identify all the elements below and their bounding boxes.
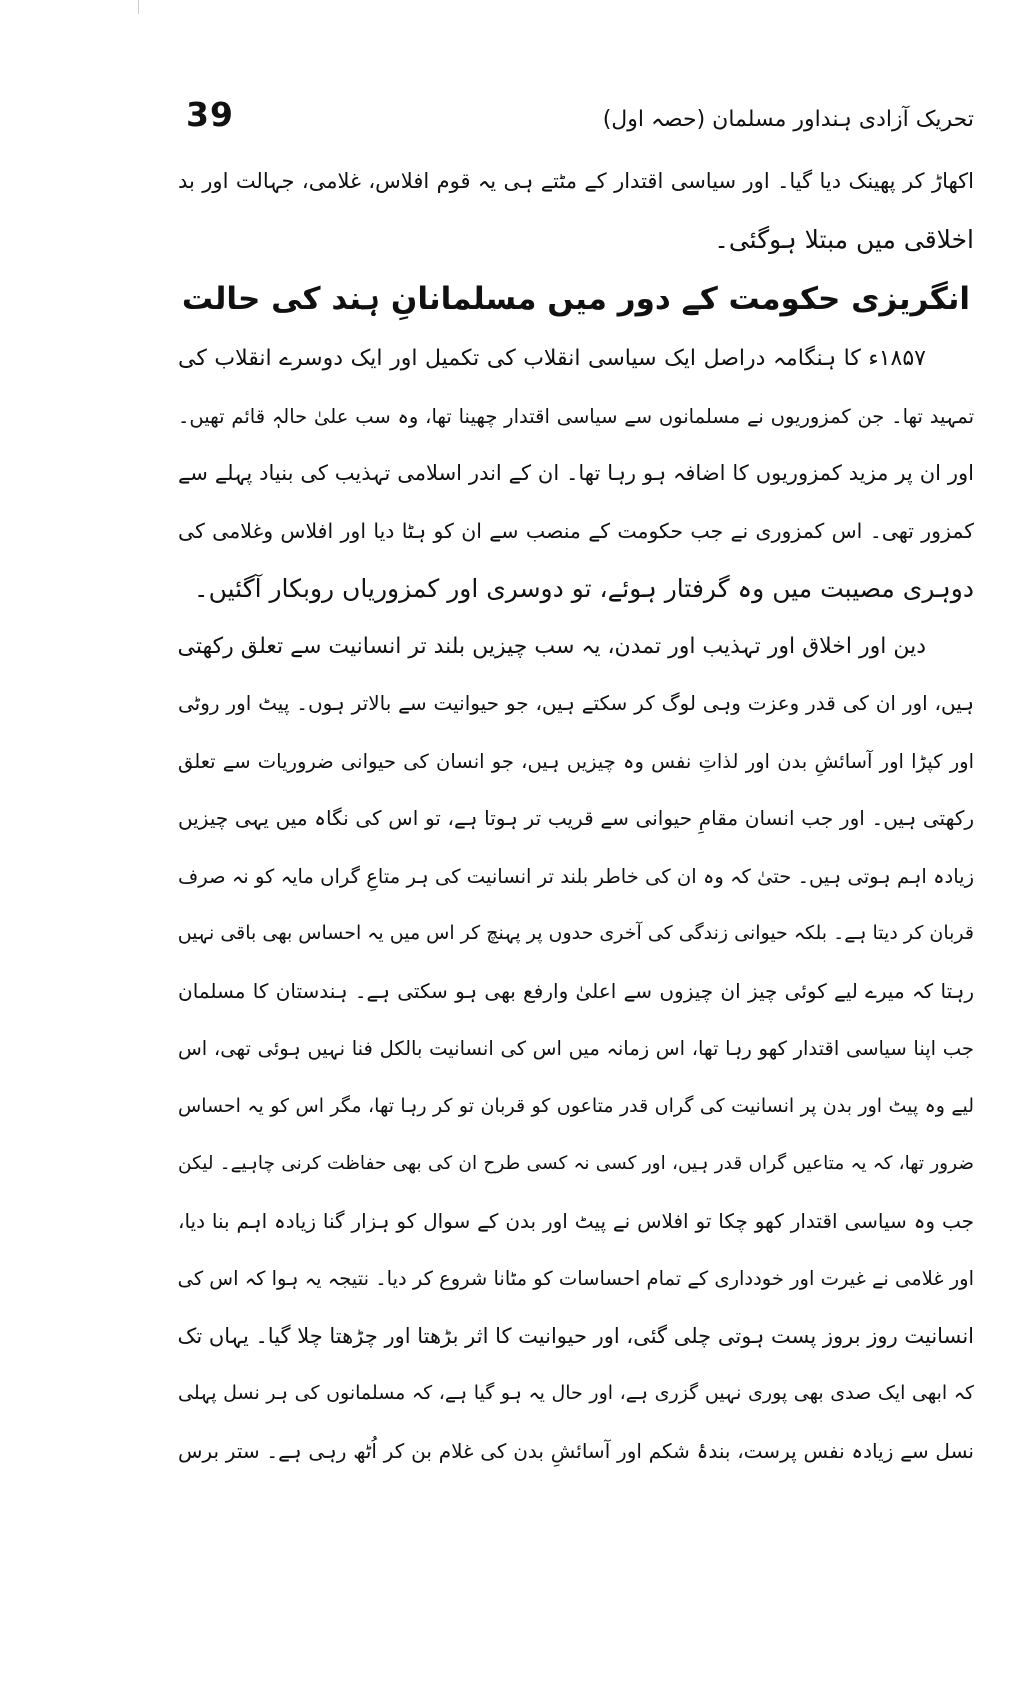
text-line: اخلاقی میں مبتلا ہوگئی۔: [714, 224, 974, 254]
text-line: کہ ابھی ایک صدی بھی پوری نہیں گزری ہے، اور حال یہ ہو گیا ہے، کہ مسلمانوں کی ہر نسل پہلی: [178, 1382, 974, 1404]
text-block-intro: [178, 153, 974, 268]
text-line: جب اپنا سیاسی اقتدار کھو رہا تھا، اس زمانہ میں اس کی انسانیت بالکل فنا نہیں ہوئی تھی، اس: [178, 1037, 974, 1060]
text-line: رکھتی ہیں۔ اور جب انسان مقامِ حیوانی سے قریب تر ہوتا ہے، تو اس کی نگاہ میں یہی چیزیں: [178, 806, 974, 830]
text-line: نسل سے زیادہ نفس پرست، بندۂ شکم اور آسائشِ بدن کی غلام بن کر اُٹھ رہی ہے۔ ستر برس: [178, 1438, 974, 1463]
text-line: رہتا کہ میرے لیے کوئی چیز ان چیزوں سے اعلیٰ وارفع بھی ہو سکتی ہے۔ ہندستان کا مسلمان: [178, 978, 974, 1003]
text-line: قربان کر دیتا ہے۔ بلکہ حیوانی زندگی کی آخری حدوں پر پہنچ کر اس میں یہ احساس بھی باقی نہیں: [178, 922, 974, 944]
text-line: ضرور تھا، کہ یہ متاعیں گراں قدر ہیں، اور کسی نہ کسی طرح ان کی بھی حفاظت کرنی چاہیے۔ لیکن: [178, 1153, 974, 1174]
text-line: زیادہ اہم ہوتی ہیں۔ حتیٰ کہ وہ ان کی خاطر بلند تر انسانیت کی ہر متاعِ گراں مایہ کو نہ صرف: [178, 864, 974, 888]
book-page: [178, 95, 974, 1655]
text-line: اور کپڑا اور آسائشِ بدن اور لذاتِ نفس وہ چیزیں ہیں، جو انسان کی حیوانی ضروریات سے تعلق: [178, 749, 974, 773]
text-line: اور غلامی نے غیرت اور خودداری کے تمام احساسات کو مٹانا شروع کر دیا۔ نتیجہ یہ ہوا کہ اس کی: [178, 1267, 974, 1290]
paragraph-2: [178, 618, 974, 1481]
paragraph-1: [178, 330, 974, 618]
text-line: ۱۸۵۷ء کا ہنگامہ دراصل ایک سیاسی انقلاب کی تکمیل اور ایک دوسرے انقلاب کی: [178, 346, 926, 371]
text-line: جب وہ سیاسی اقتدار کھو چکا تو افلاس نے پیٹ اور بدن کے سوال کو ہزار گنا زیادہ اہم بنا دیا،: [178, 1208, 974, 1233]
text-line: تمہید تھا۔ جن کمزوریوں نے مسلمانوں سے سیاسی اقتدار چھینا تھا، وہ سب علیٰ حالہٖ قائم تھیں۔: [178, 404, 974, 428]
text-line: اور ان پر مزید کمزوریوں کا اضافہ ہو رہا تھا۔ ان کے اندر اسلامی تہذیب کی بنیاد پہلے سے: [178, 461, 974, 485]
running-header: [178, 95, 974, 147]
text-line: اکھاڑ کر پھینک دیا گیا۔ اور سیاسی اقتدار کے مٹتے ہی یہ قوم افلاس، غلامی، جہالت اور بد: [178, 169, 974, 193]
text-line: لیے وہ پیٹ اور بدن پر انسانیت کی گراں قدر متاعوں کو قربان تو کر رہا تھا، مگر اس کو یہ احساس: [178, 1094, 974, 1117]
scan-edge-mark: [138, 0, 139, 14]
page-number: 39: [186, 95, 234, 134]
section-heading: انگریزی حکومت کے دور میں مسلمانانِ ہند کی حالت: [181, 281, 971, 317]
text-line: دین اور اخلاق اور تہذیب اور تمدن، یہ سب چیزیں بلند تر انسانیت سے تعلق رکھتی: [178, 633, 926, 659]
text-line: انسانیت روز بروز پست ہوتی چلی گئی، اور حیوانیت کا اثر بڑھتا اور چڑھتا چلا گیا۔ یہاں تک: [178, 1323, 974, 1348]
text-line: کمزور تھی۔ اس کمزوری نے جب حکومت کے منصب سے ان کو ہٹا دیا اور افلاس وغلامی کی: [178, 518, 974, 543]
book-title: تحریک آزادی ہنداور مسلمان (حصہ اول): [602, 107, 974, 132]
text-line: دوہری مصیبت میں وہ گرفتار ہوئے، تو دوسری اور کمزوریاں روبکار آگئیں۔: [193, 574, 974, 603]
text-line: ہیں، اور ان کی قدر وعزت وہی لوگ کر سکتے ہیں، جو حیوانیت سے بالاتر ہوں۔ پیٹ اور روٹی: [178, 691, 974, 715]
